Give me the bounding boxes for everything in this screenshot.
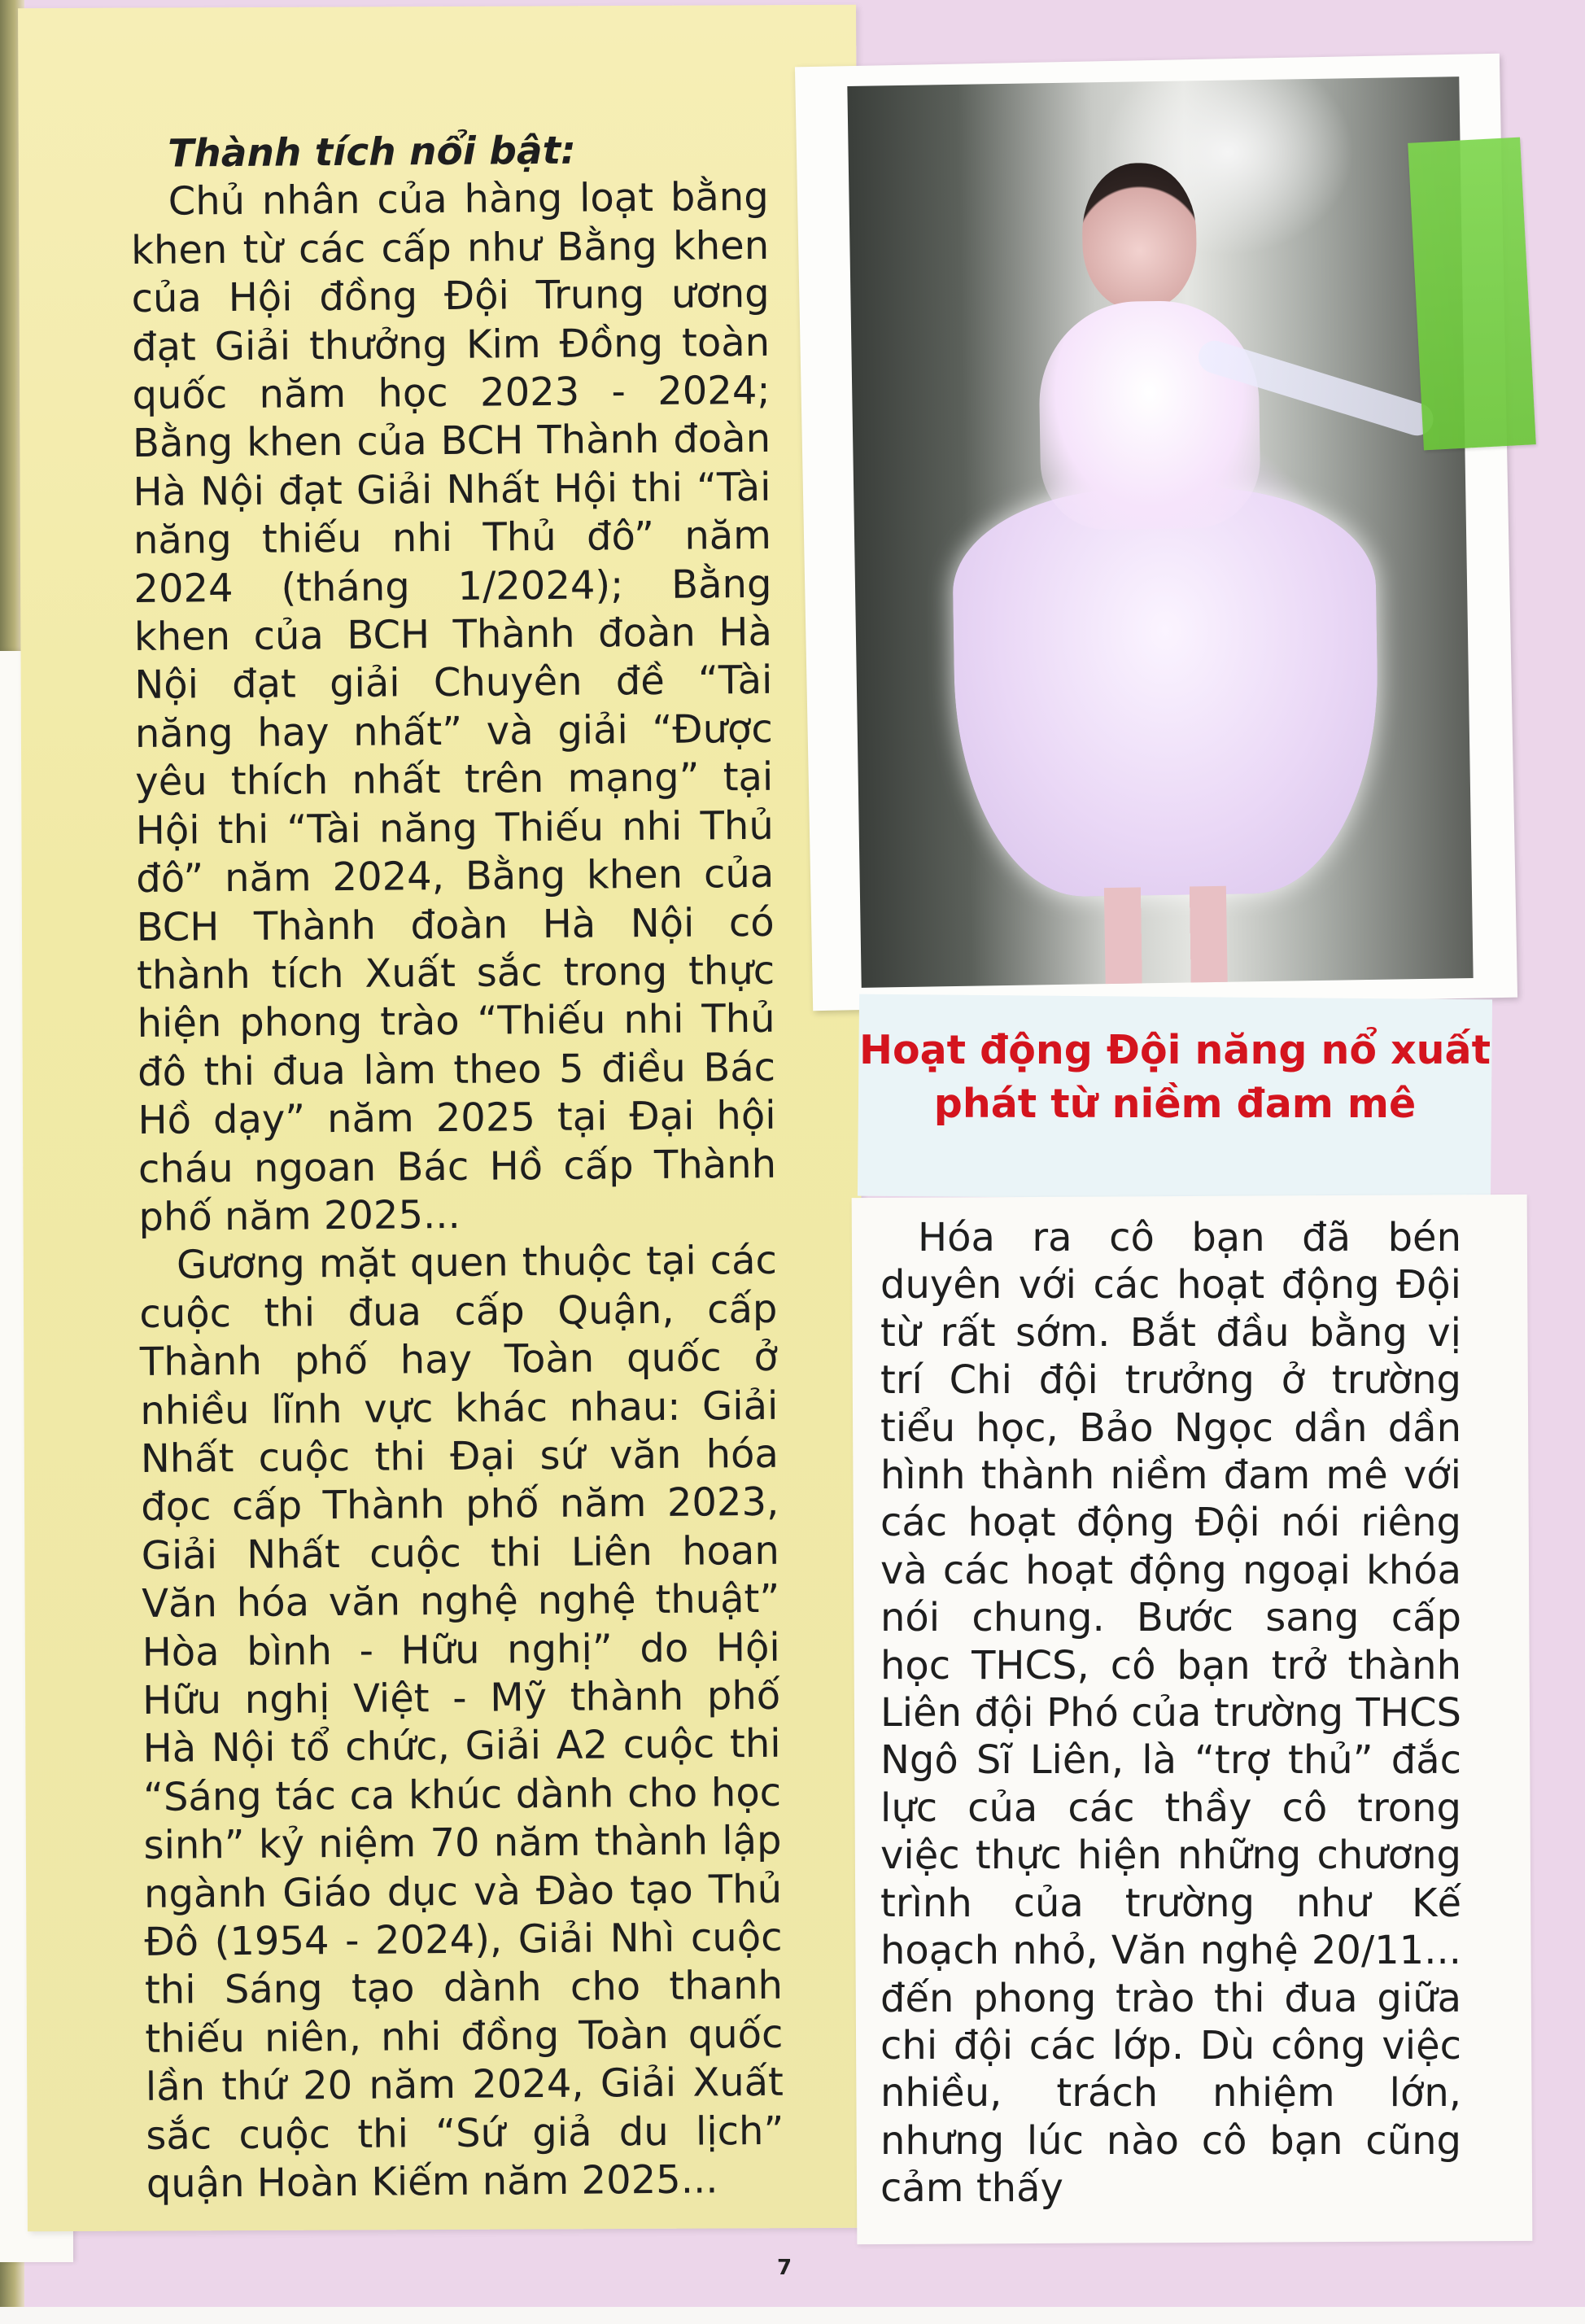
photo-white-dress — [951, 485, 1381, 898]
section-title: Hoạt động Đội năng nổ xuất phát từ niềm đam mê — [858, 1027, 1491, 1127]
page-number: 7 — [777, 2256, 792, 2280]
achievements-paragraph-2: Gương mặt quen thuộc tại các cuộc thi đua cấp Quận, cấp Thành phố hay Toàn quốc ở nhiều lĩnh vực khác nhau: Giải Nhất cuộc thi Đại sứ văn hóa đọc cấp Thành phố năm 2023, Giải Nhất cuộc thi Liên hoan Văn hóa văn nghệ nghệ thuật” Hòa bình - Hữu nghị” do Hội Hữu nghị Việt - Mỹ thành phố Hà Nội tổ chức, Giải A2 cuộc thi “Sáng tác ca khúc dành cho học sinh” kỷ niệm 70 năm thành lập ngành Giáo dục và Đào tạo Thủ Đô (1954 - 2024), Giải Nhì cuộc thi Sáng tạo dành cho thanh thiếu niên, nhi đồng Toàn quốc lần thứ 20 năm 2024, Giải Xuất sắc cuộc thi “Sứ giả du lịch” quận Hoàn Kiếm năm 2025... — [139, 1238, 784, 2207]
achievements-paragraph-1: Chủ nhân của hàng loạt bằng khen từ các cấp như Bằng khen của Hội đồng Đội Trung ương đạt Giải thưởng Kim Đồng toàn quốc năm học 2023 - 2024; Bằng khen của BCH Thành đoàn Hà Nội đạt Giải Nhất Hội thi “Tài năng thiếu nhi Thủ đô” năm 2024 (tháng 1/2024); Bằng khen của BCH Thành đoàn Hà Nội đạt giải Chuyên đề “Tài năng hay nhất” và giải “Được yêu thích nhất trên mạng” tại Hội thi “Tài năng Thiếu nhi Thủ đô” năm 2024, Bằng khen của BCH Thành đoàn Hà Nội có thành tích Xuất sắc trong thực hiện phong trào “Thiếu nhi Thủ đô thi đua làm theo 5 điều Bác Hồ dạy” năm 2025 tại Đại hội cháu ngoan Bác Hồ cấp Thành phố năm 2025... — [130, 174, 777, 1240]
page-bottom-edge — [0, 2307, 1585, 2324]
story-paragraph: Hóa ra cô bạn đã bén duyên với các hoạt động Đội từ rất sớm. Bắt đầu bằng vị trí Chi đội trưởng ở trường tiểu học, Bảo Ngọc dần dần hình thành niềm đam mê với các hoạt động Đội nói riêng và các hoạt động ngoại khóa nói chung. Bước sang cấp học THCS, cô bạn trở thành Liên đội Phó của trường THCS Ngô Sĩ Liên, là “trợ thủ” đắc lực của các thầy cô trong việc thực hiện những chương trình của trường như Kế hoạch nhỏ, Văn nghệ 20/11... đến phong trào thi đua giữa chi đội các lớp. Dù công việc nhiều, trách nhiệm lớn, nhưng lúc nào cô bạn cũng cảm thấy — [880, 1215, 1461, 2212]
photo-bodice — [1038, 299, 1261, 531]
green-tape-decoration — [1408, 138, 1536, 451]
achievements-text — [130, 125, 784, 2209]
photo-girl-head — [1081, 162, 1198, 310]
violinist-photo — [847, 76, 1473, 988]
achievements-heading: Thành tích nổi bật: — [168, 128, 577, 177]
photo-legs — [1104, 886, 1228, 988]
